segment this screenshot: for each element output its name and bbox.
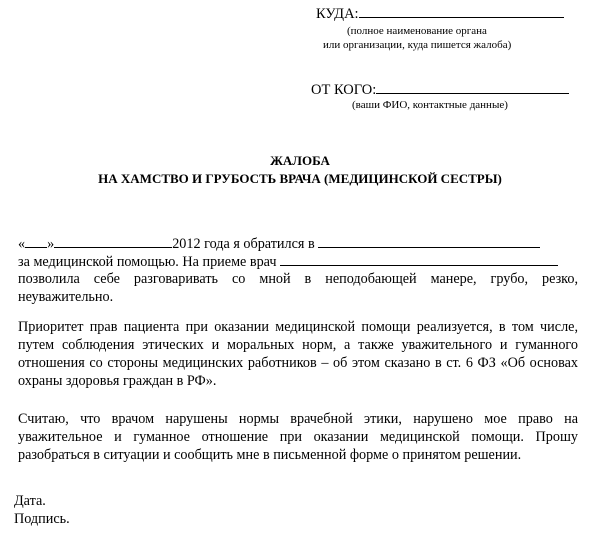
from-hint: (ваши ФИО, контактные данные)	[352, 99, 508, 111]
to-hint-line2: или организации, куда пишется жалоба)	[323, 39, 512, 51]
day-field-line	[25, 234, 47, 248]
from-field-line	[376, 80, 569, 94]
document-subtitle: НА ХАМСТВО И ГРУБОСТЬ ВРАЧА (МЕДИЦИНСКОЙ СЕСТРЫ)	[98, 171, 502, 186]
document-title: ЖАЛОБА	[270, 153, 330, 168]
from-label: ОТ КОГО:	[311, 82, 377, 98]
quote-open: «	[18, 236, 26, 252]
date-label: Дата.	[14, 493, 46, 509]
paragraph2	[18, 318, 578, 390]
quote-close: »	[47, 236, 55, 252]
paragraph3-line2: уважительное и гуманное отношение при оказании медицинской помощи. Прошу	[18, 429, 578, 445]
doctor-field-line	[280, 252, 558, 266]
year-text: 2012 года я обратился в	[172, 236, 315, 252]
from-row	[311, 80, 569, 100]
paragraph1-line1	[18, 234, 540, 253]
paragraph2-line1: Приоритет прав пациента при оказании медицинской помощи реализуется, в том числе,	[18, 319, 578, 335]
paragraph2-line4: охраны здоровья граждан в РФ».	[18, 373, 217, 389]
paragraph1-line2	[18, 252, 558, 271]
to-label: КУДА:	[316, 6, 359, 22]
paragraph3-line3: разобраться в ситуации и сообщить мне в письменной форме о принятом решении.	[18, 447, 522, 463]
paragraph1-rest	[18, 270, 578, 306]
to-row	[316, 4, 564, 24]
signature-label: Подпись.	[14, 511, 70, 527]
paragraph1-line2-text: за медицинской помощью. На приеме врач	[18, 254, 277, 270]
paragraph1-line4: неуважительно.	[18, 289, 114, 305]
paragraph1-line3: позволила себе разговаривать со мной в неподобающей манере, грубо, резко,	[18, 271, 578, 287]
to-hint-line1: (полное наименование органа	[347, 25, 487, 37]
to-field-line	[359, 4, 564, 18]
clinic-field-line	[318, 234, 540, 248]
paragraph2-line2: путем соблюдения этических и моральных норм, а также уважительного и гуманного	[18, 337, 578, 353]
paragraph3-line1: Считаю, что врачом нарушены нормы врачебной этики, нарушено мое право на	[18, 411, 578, 427]
paragraph3	[18, 410, 578, 464]
month-field-line	[54, 234, 172, 248]
paragraph2-line3: отношения со стороны медицинских работников – об этом сказано в ст. 6 ФЗ «Об основах	[18, 355, 578, 371]
